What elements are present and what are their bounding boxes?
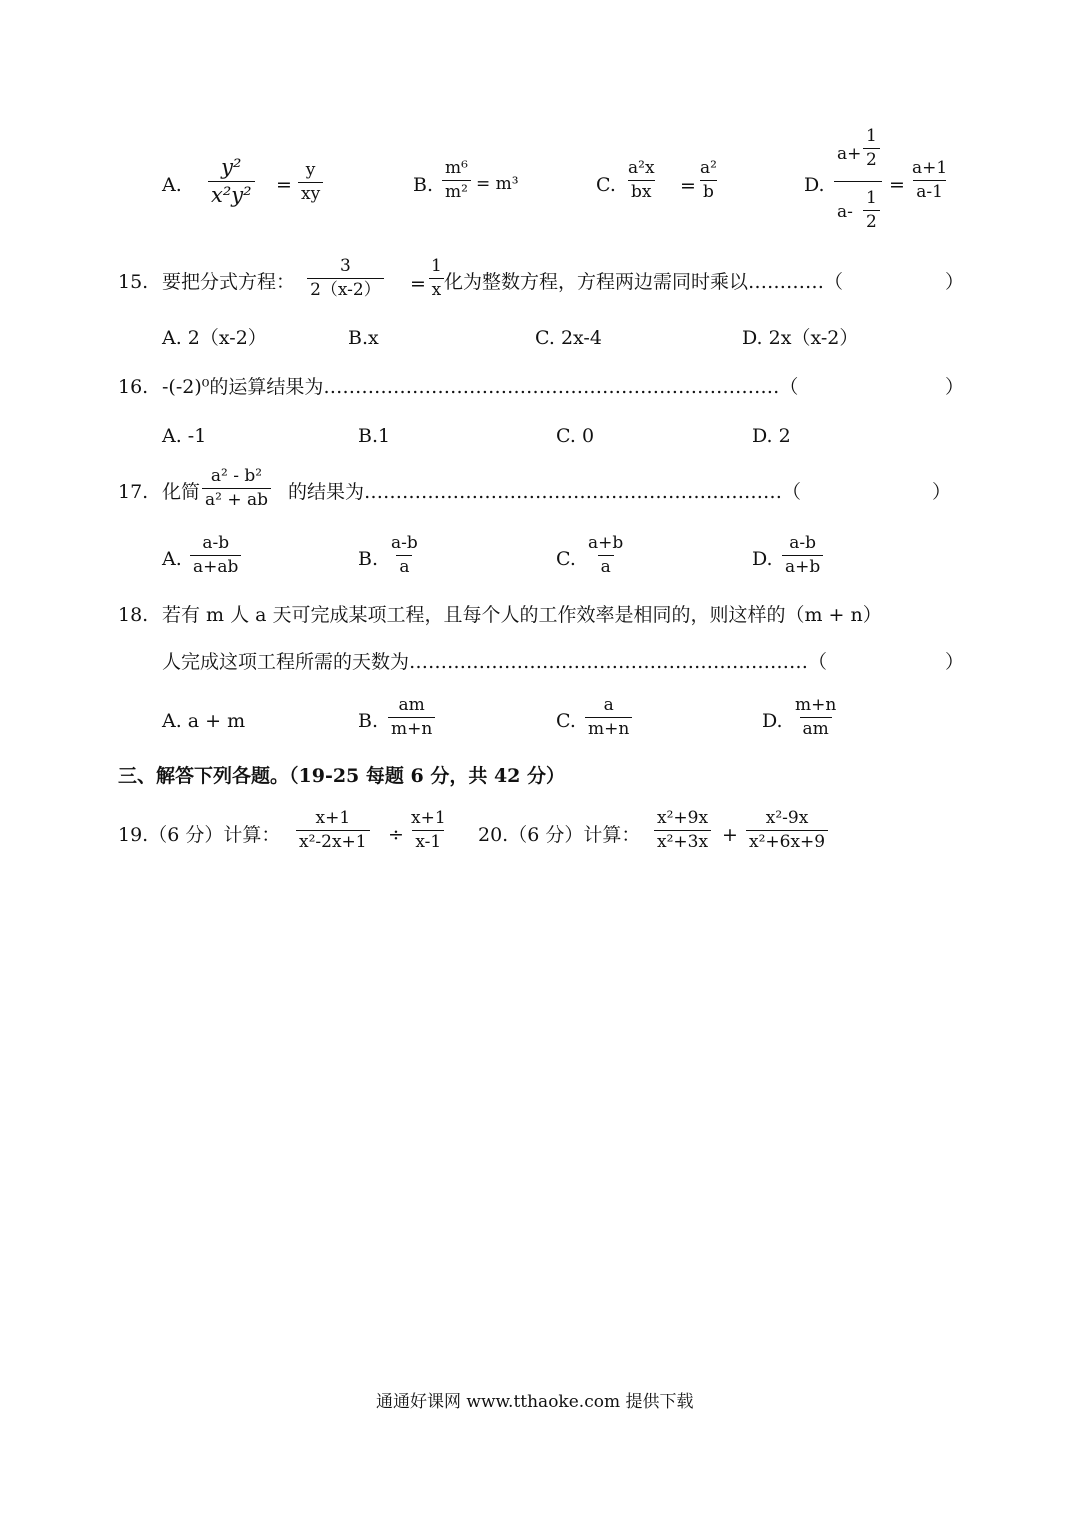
q14-option-a-rhs: $\frac{y}{xy}$	[298, 162, 323, 203]
q17-text-after: 的结果为…………………………………………………………（	[288, 481, 802, 503]
q14-option-c-label: C.	[596, 174, 616, 196]
q16-option-a: A. -1	[162, 425, 207, 447]
q15-lhs-fraction: $\frac{3}{2(x-2)}$	[300, 258, 391, 299]
q18-line-2: 人完成这项工程所需的天数为………………………………………………………（	[162, 651, 828, 673]
q14-option-d-bottom-half: $\frac{1}{2}$	[863, 190, 880, 231]
q17-option-d-label: D.	[752, 548, 773, 570]
q17-close-paren: ）	[932, 481, 952, 503]
q15-option-c: C. 2x-4	[535, 327, 602, 349]
q18-option-d-fraction: $\frac{m+n}{am}$	[795, 695, 837, 739]
q14-option-d-label: D.	[804, 174, 825, 196]
section-3-heading: 三、解答下列各题。（19-25 每题 6 分，共 42 分）	[118, 765, 566, 787]
q18-option-c-fraction: $\frac{a}{m+n}$	[585, 697, 632, 738]
q20-fraction-2: $\frac{\text{x²-9x}}{\text{x²+6x+9}}$	[746, 810, 828, 851]
q18-option-b-label: B.	[358, 710, 379, 732]
q14-option-d-top-half: $\frac{1}{2}$	[863, 128, 880, 169]
q14-option-d-bottom-prefix: a-	[837, 202, 853, 222]
q14-option-b-rhs: = m³	[476, 174, 519, 194]
q18-option-b-fraction: $\frac{am}{m+n}$	[388, 697, 435, 738]
q14-option-c-equals: =	[680, 175, 696, 197]
q16-close-paren: ）	[945, 376, 965, 398]
q19-fraction-2: $\frac{x+1}{x-1}$	[411, 808, 446, 852]
q14-option-b-fraction: $\frac{\text{m⁶}}{\text{m²}}$	[442, 160, 471, 201]
q17-option-a-fraction: $\frac{a-b}{a+ab}$	[190, 535, 241, 576]
q17-option-b-label: B.	[358, 548, 379, 570]
q18-close-paren: ）	[945, 651, 965, 673]
q19-label: 19.（6 分）计算：	[118, 824, 281, 846]
q18-option-c-label: C.	[556, 710, 576, 732]
q15-option-a: A. 2（x-2）	[162, 327, 267, 349]
q16-option-b: B.1	[358, 425, 391, 447]
q20-operator: +	[722, 824, 738, 846]
q14-option-d-complex-fraction	[834, 128, 884, 236]
q15-equals: =	[410, 273, 426, 295]
q14-option-d-top-prefix: a+	[837, 144, 862, 164]
q18-option-d-label: D.	[762, 710, 783, 732]
q14-option-b-label: B.	[413, 174, 434, 196]
q14-option-d-equals: =	[889, 174, 905, 196]
q15-option-b: B.x	[348, 327, 379, 349]
q20-label: 20.（6 分）计算：	[478, 824, 641, 846]
q17-option-d-fraction: $\frac{a-b}{a+b}$	[782, 535, 823, 576]
q15-text-before: 要把分式方程：	[162, 271, 296, 293]
q16-option-c: C. 0	[556, 425, 595, 447]
q14-option-a-label: A.	[162, 174, 182, 196]
q18-number: 18.	[118, 604, 149, 626]
q19-fraction-1: $\frac{x+1}{\text{x²-2x+1}}$	[296, 810, 370, 851]
q17-text-before: 化简	[162, 481, 201, 503]
q14-option-c-fraction: $\frac{\text{a²x}}{bx}$	[628, 158, 655, 202]
q15-option-d: D. 2x（x-2）	[742, 327, 859, 349]
q14-option-a-fraction: $\frac{\text{y²}}{\text{x²y²}}$	[208, 157, 255, 206]
q18-option-a: A. a + m	[162, 710, 246, 732]
q19-operator: ÷	[388, 824, 404, 846]
q17-fraction: $\frac{\text{a² - b²}}{\text{a² + ab}}$	[202, 468, 271, 509]
q15-text-after: 化为整数方程，方程两边需同时乘以…………（	[444, 271, 844, 293]
q16-text: -(-2)⁰的运算结果为………………………………………………………………（	[162, 376, 799, 398]
q14-option-d-rhs: $\frac{a+1}{a-1}$	[912, 158, 948, 202]
q17-option-a-label: A.	[162, 548, 182, 570]
q17-option-b-fraction: $\frac{a-b}{a}$	[391, 533, 418, 577]
footer-text: 通通好课网 www.tthaoke.com 提供下载	[376, 1392, 694, 1412]
q14-option-d-main-bar	[834, 181, 882, 182]
q15-number: 15.	[118, 271, 149, 293]
q14-option-c-rhs: $\frac{\text{a²}}{b}$	[700, 158, 717, 202]
q16-option-d: D. 2	[752, 425, 791, 447]
q15-close-paren: ）	[945, 271, 965, 293]
q17-option-c-label: C.	[556, 548, 576, 570]
q14-option-a-equals: =	[276, 174, 292, 196]
q17-number: 17.	[118, 481, 149, 503]
q18-line-1: 若有 m 人 a 天可完成某项工程，且每个人的工作效率是相同的，则这样的（m + n）	[162, 604, 882, 626]
q15-rhs-fraction: $\frac{1}{x}$	[428, 258, 445, 299]
q20-fraction-1: $\frac{\text{x²+9x}}{\text{x²+3x}}$	[654, 810, 711, 851]
q16-number: 16.	[118, 376, 149, 398]
q17-option-c-fraction: $\frac{a+b}{a}$	[588, 533, 624, 577]
